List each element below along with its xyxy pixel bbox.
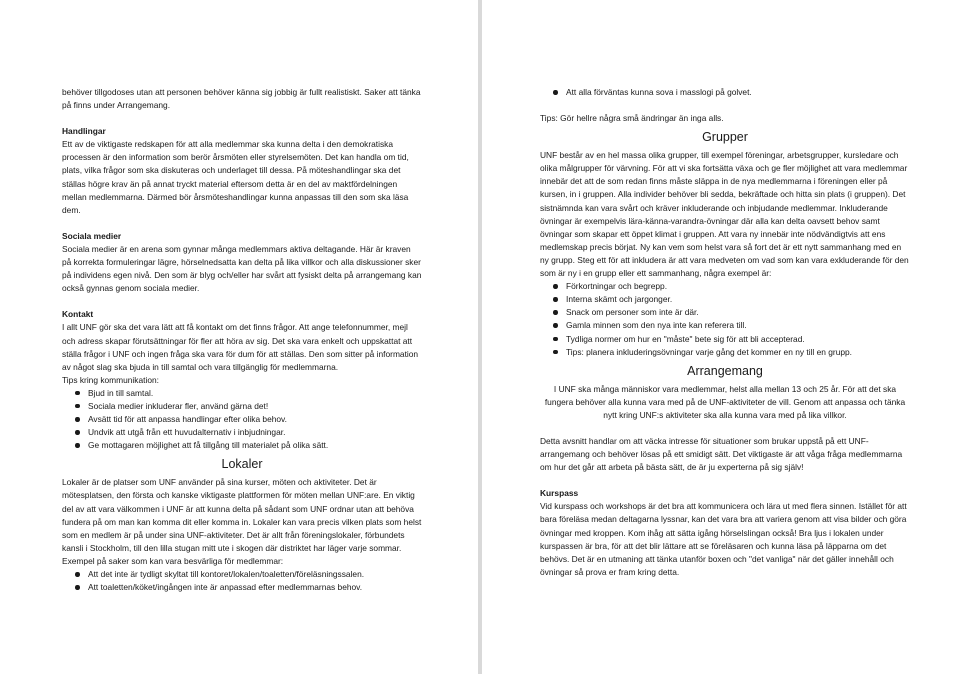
list-item: Att det inte är tydligt skyltat till kontoret/lokalen/toaletten/föreläsningssalen. <box>88 568 422 581</box>
list-item: Förkortningar och begrepp. <box>566 280 910 293</box>
list-item: Gamla minnen som den nya inte kan referera till. <box>566 319 910 332</box>
grupper-paragraph: UNF består av en hel massa olika grupper, till exempel föreningar, arbetsgrupper, kursledare och olika målgrupper för värvning. För att vi ska fortsätta växa och ge fler möjlighet att vara medlemmar innebär det att de som redan finns måste släppa in de nya medlemmarna i föreningen eller på kursen, in i gruppen. Alla individer behöver bli sedda, bekräftade och hitta sin plats (i gruppen). Det sistnämnda kan vara svårt och kräver inkluderande och inbjudande medlemmar. Inkluderande övningar är exempelvis lära-känna-varandra-övningar där alla kan delta oavsett behov samt övningar som skapar ett öppet klimat i gruppen. Att vara ny innebär inte nödvändigtvis att ens medlemskap precis börjat. Ny kan vem som helst vara så fort det är ett nytt sammanhang med en ny grupp. Steg ett för att inkludera är att vara medveten om vad som kan vara exkluderande för den som är ny i en grupp eller ett sammanhang, några exempel är: <box>540 150 909 279</box>
kontakt-paragraph: I allt UNF gör ska det vara lätt att få kontakt om det finns frågor. Att ange telefonnummer, mejl och adress skapar förutsättningar för fler att höra av sig. Det ska vara enkelt och uppskattat att ställa frågor i UNF och ingen fråga ska vara för dum för att ställas. Den som sitter på information av något slag ska bjuda in till samtal och vara tillgänglig för medlemmarna. <box>62 322 419 372</box>
handlingar-paragraph: Ett av de viktigaste redskapen för att alla medlemmar ska kunna delta i den demokratiska processen är den information som berör årsmöten eller styrelsemöten. Det kan handla om tid, plats, vilka frågor som ska diskuteras och underlaget till dessa. På möteshandlingar ska det ställas högre krav än på annat tryckt material eftersom detta är en del av maktfördelningen mellan medlemmarna. Därmed bör årsmöteshandlingar kunna anpassas till den som ska läsa dem. <box>62 139 409 215</box>
grupper-list <box>540 280 910 359</box>
list-item: Bjud in till samtal. <box>88 387 422 400</box>
kurspass-heading: Kurspass <box>540 488 579 499</box>
exempel-label: Exempel på saker som kan vara besvärliga för medlemmar: <box>62 555 284 566</box>
list-item: Sociala medier inkluderar fler, använd gärna det! <box>88 400 422 413</box>
handlingar-heading: Handlingar <box>62 126 106 137</box>
arrangemang-heading: Arrangemang <box>687 363 763 378</box>
list-item: Snack om personer som inte är där. <box>566 306 910 319</box>
avsnitt-paragraph: Detta avsnitt handlar om att väcka intresse för situationer som brukar uppstå på ett UNF-arrangemang och behöver lösas på ett smidigt sätt. Det viktigaste är att våga fråga medlemmarna om hur det går att arbeta på bästa sätt, de är ju experterna på sig själv! <box>540 435 903 473</box>
lokaler-paragraph: Lokaler är de platser som UNF använder på sina kurser, möten och aktiviteter. Det är mötesplatsen, den första och kanske viktigaste plattformen för möten mellan UNF:are. En viktig del av att vara välkommen i UNF är att kunna delta på sådant som UNF ordnar utan att behöva fundera på om man kan komma dit eller komma in. Lokaler kan vara precis vilken plats som helst som en medlem är på under sina UNF-aktiviteter. Det är allt från föreningslokaler, förbundets kansli i Stockholm, till den lilla stugan mitt ute i skogen där distriktet har läger varje sommar. <box>62 477 422 553</box>
arrangemang-paragraph: I UNF ska många människor vara medlemmar, helst alla mellan 13 och 25 år. För att det ska fungera behöver alla kunna vara med på de UNF-aktiviteter de vill. Genom att anpassa och tänka nytt kring UNF:s aktiviteter ska alla kunna vara med på lika villkor. <box>544 383 906 420</box>
tips-label: Tips kring kommunikation: <box>62 374 159 385</box>
list-item: Undvik att utgå från ett huvudalternativ i inbjudningar. <box>88 426 422 439</box>
left-page <box>0 0 478 674</box>
tips-line: Tips: Gör hellre några små ändringar än inga alls. <box>540 113 724 124</box>
list-item: Tips: planera inkluderingsövningar varje gång det kommer en ny till en grupp. <box>566 346 910 359</box>
list-item: Interna skämt och jargonger. <box>566 293 910 306</box>
top-bullet-list <box>540 86 910 99</box>
exempel-list <box>62 568 422 594</box>
grupper-heading: Grupper <box>702 130 748 145</box>
sociala-medier-heading: Sociala medier <box>62 230 122 241</box>
list-item: Att alla förväntas kunna sova i masslogi på golvet. <box>566 86 910 99</box>
sociala-medier-paragraph: Sociala medier är en arena som gynnar många medlemmars aktiva deltagande. Här är kraven på korrekta formuleringar lägre, hörselnedsatta kan delta på lika villkor och alla diskussioner sker på individens egen nivå. Den som är blyg och/eller har svårt att fysiskt delta på arrangemang kan också gynnas genom sociala medier. <box>62 243 422 294</box>
list-item: Ge mottagaren möjlighet att få tillgång till materialet på olika sätt. <box>88 439 422 452</box>
tips-list <box>62 387 422 452</box>
intro-paragraph: behöver tillgodoses utan att personen behöver känna sig jobbig är fullt realistiskt. Saker att tänka på finns under Arrangemang. <box>62 87 421 111</box>
lokaler-heading: Lokaler <box>221 457 263 472</box>
list-item: Tydliga normer om hur en "måste" bete sig för att bli accepterad. <box>566 333 910 346</box>
list-item: Avsätt tid för att anpassa handlingar efter olika behov. <box>88 413 422 426</box>
kurspass-paragraph: Vid kurspass och workshops är det bra att kommunicera och lära ut med flera sinnen. Istället för att bara föreläsa medan deltagarna lyssnar, kan det vara bra att variera genom att visa bilder och göra övningar med kroppen. Kom ihåg att sätta igång hörselslingan också! Bra ljus i lokalen under kurspassen är bra, för att det blir lättare att se föreläsaren och kunna läsa på läpparna om det behövs. Det är en utmaning att tänka utanför boxen och "det vanliga" när det gäller innehåll och övningar så prova er fram kring detta. <box>540 501 907 577</box>
list-item: Att toaletten/köket/ingången inte är anpassad efter medlemmarnas behov. <box>88 581 422 594</box>
kontakt-heading: Kontakt <box>62 309 94 320</box>
right-page <box>482 0 960 674</box>
